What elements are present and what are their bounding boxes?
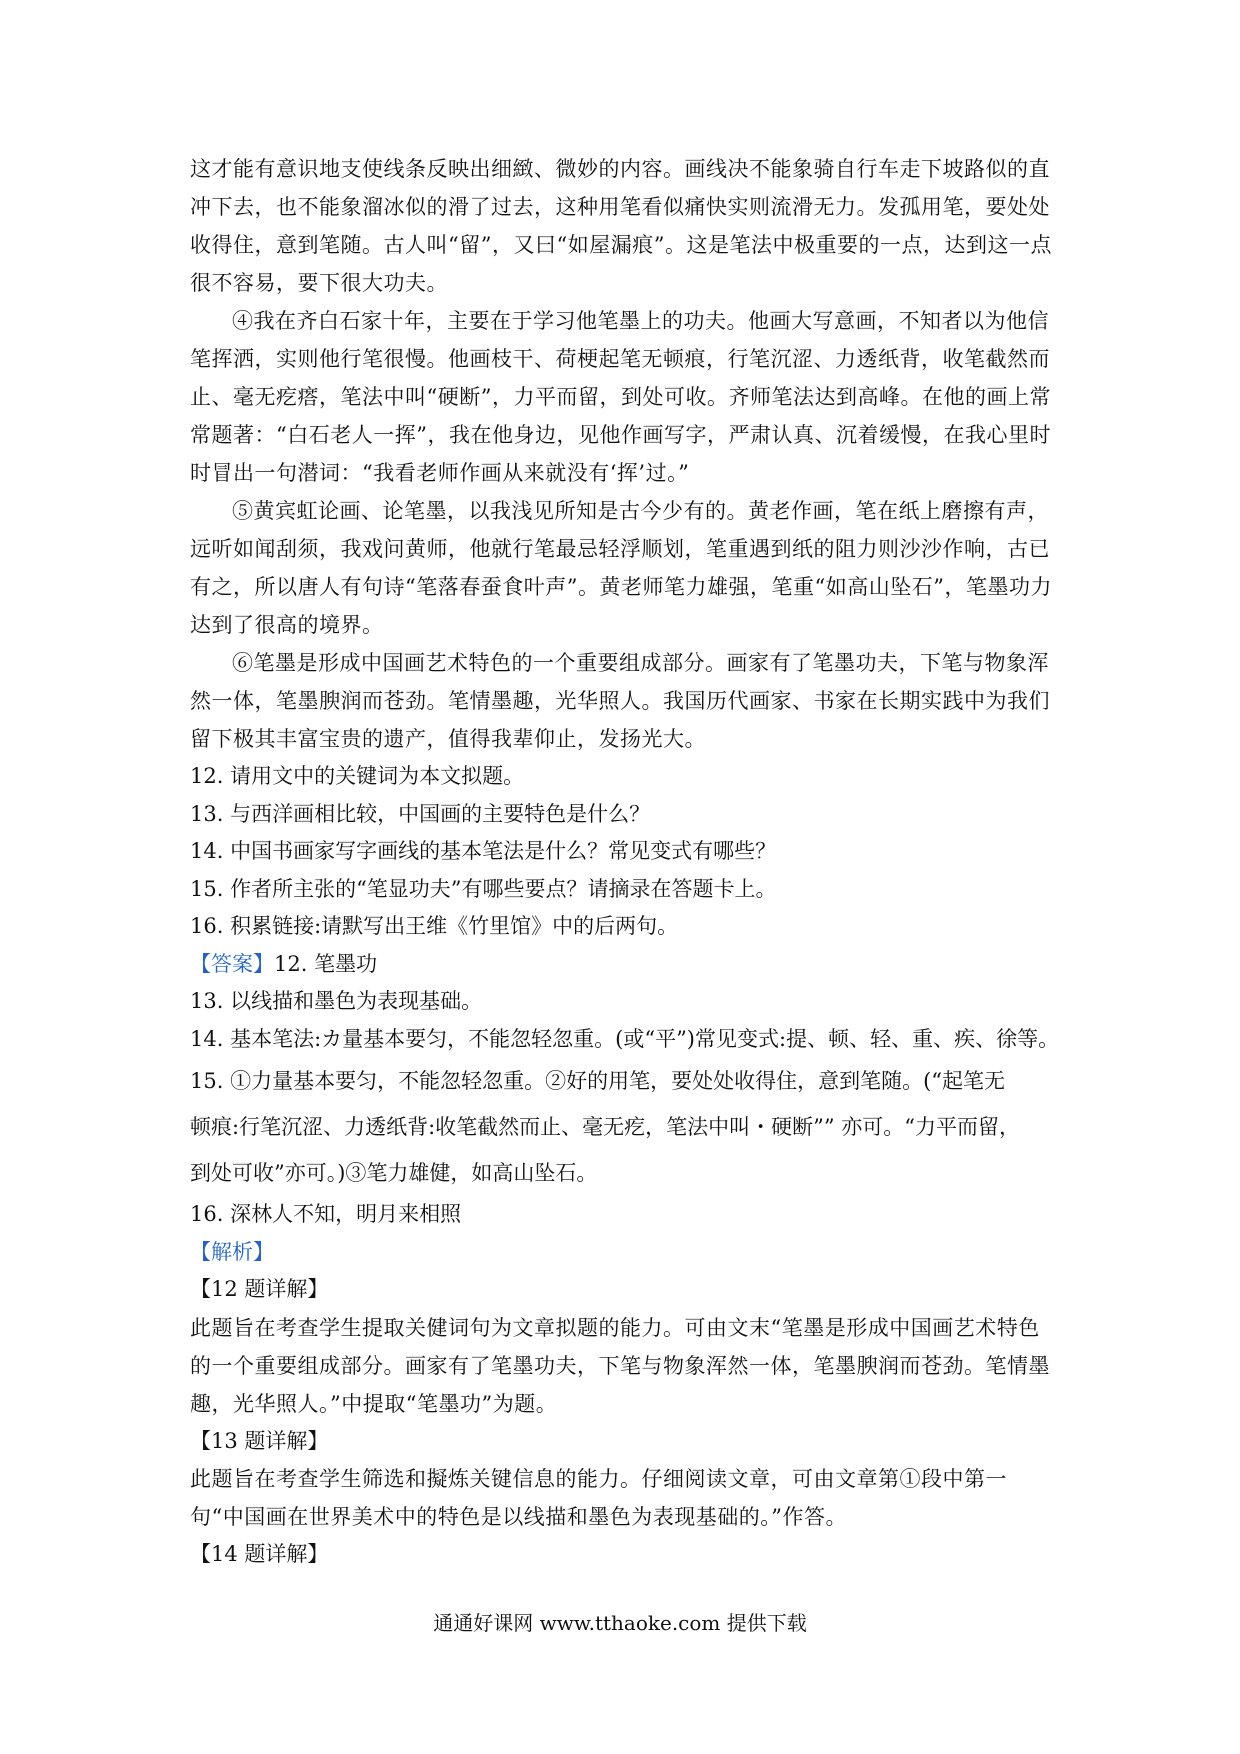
answer-13: 13. 以线描和墨色为表现基础。	[190, 989, 483, 1013]
answer-12: 12. 笔墨功	[274, 951, 378, 976]
answer-15-line-3: 到处可收”亦可。)③笔力雄健，如高山坠石。	[190, 1161, 598, 1185]
paragraph-6: ⑥笔墨是形成中国画艺术特色的一个重要组成部分。画家有了笔墨功夫，下笔与物象浑然一体，笔墨腴润而苍劲。笔情墨趣，光华照人。我国历代画家、书家在长期实践中为我们留下极其丰富宝贵的遗产，值得我辈仰止，发扬光大。	[190, 651, 1050, 751]
answer-16: 16. 深林人不知，明月来相照	[190, 1202, 462, 1226]
paragraph-4: ④我在齐白石家十年，主要在于学习他笔墨上的功夫。他画大写意画，不知者以为他信笔挥洒，实则他行笔很慢。他画枝干、荷梗起笔无顿痕，行笔沉涩、力透纸背，收笔截然而止、毫无疙瘩，笔法中叫“硬断”，力平而留，到处可收。齐师笔法达到高峰。在他的画上常常题著：“白石老人一挥”，我在他身边，见他作画写字，严肃认真、沉着缓慢，在我心里时时冒出一句潜词：“我看老师作画从来就没有‘挥’过。”	[190, 309, 1051, 485]
question-13: 13. 与西洋画相比较，中国画的主要特色是什么？	[190, 801, 651, 826]
answer-section	[190, 946, 1060, 1234]
question-list	[190, 758, 1060, 946]
analysis-section	[190, 1234, 1060, 1574]
analysis-12-heading: 【12 题详解】	[190, 1277, 329, 1301]
analysis-13-text: 此题旨在考查学生筛选和擬炼关键信息的能力。仔细阅读文章，可由文章第①段中第一句“中国画在世界美术中的特色是以线描和墨色为表现基础的。”作答。	[190, 1467, 1007, 1529]
paragraph-3-tail: 这才能有意识地支使线条反映出细緻、微妙的内容。画线决不能象骑自行车走下坡路似的直冲下去，也不能象溜冰似的滑了过去，这种用笔看似痛快实则流滑无力。发孤用笔，要处处收得住，意到笔随。古人叫“留”，又曰“如屋漏痕”。这是笔法中极重要的一点，达到这一点很不容易，要下很大功夫。	[190, 157, 1052, 295]
question-14: 14. 中国书画家写字画线的基本笔法是什么？常见变式有哪些？	[190, 839, 777, 863]
analysis-14-heading: 【14 题详解】	[190, 1542, 329, 1566]
question-16: 16. 积累链接:请默写出王维《竹里馆》中的后两句。	[190, 914, 679, 938]
analysis-12-text: 此题旨在考查学生提取关健词句为文章拟题的能力。可由文末“笔墨是形成中国画艺术特色的一个重要组成部分。画家有了笔墨功夫，下笔与物象浑然一体，笔墨腴润而苍劲。笔情墨趣，光华照人。”中提取“笔墨功”为题。	[190, 1315, 1050, 1416]
question-15: 15. 作者所主张的“笔显功夫”有哪些要点？请摘录在答题卡上。	[190, 876, 777, 901]
question-12: 12. 请用文中的关键词为本文拟题。	[190, 764, 525, 788]
answer-14: 14. 基本笔法:カ量基本要匀，不能忽轻忽重。(或“平”)常见变式:提、顿、轻、重、疾、徐等。	[190, 1026, 1060, 1051]
analysis-13-heading: 【13 题详解】	[190, 1428, 329, 1453]
analysis-label: 【解析】	[190, 1239, 274, 1264]
answer-12-line	[190, 946, 1060, 984]
answer-label: 【答案】	[190, 951, 274, 976]
page-footer: 通通好课网 www.tthaoke.com 提供下载	[433, 1611, 807, 1635]
document-body	[190, 150, 1060, 1574]
answer-15-line-2: 顿痕:行笔沉涩、力透纸背:收笔截然而止、毫无疙，笔法中叫・硬断”” 亦可。“力平而留，	[190, 1115, 1021, 1139]
answer-15-line-1: 15. ①力量基本要匀，不能忽轻忽重。②好的用笔，要处处收得住，意到笔随。(“起笔无	[190, 1069, 1005, 1093]
paragraph-5: ⑤黄宾虹论画、论笔墨，以我浅见所知是古今少有的。黄老作画，笔在纸上磨擦有声，远听如闻刮须，我戏问黄师，他就行笔最忌轻浮顺划，笔重遇到纸的阻力则沙沙作响，古已有之，所以唐人有句诗“笔落春蚕食叶声”。黄老师笔力雄强，笔重“如高山坠石”，笔墨功力达到了很高的境界。	[190, 499, 1052, 637]
